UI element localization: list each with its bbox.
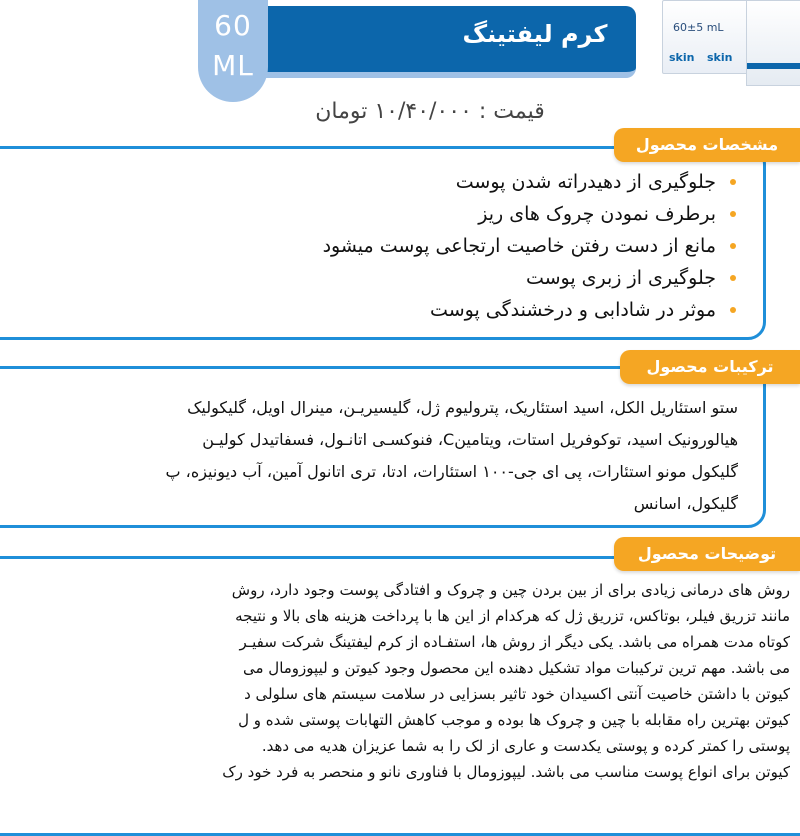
product-tube-brand: skin [707,51,733,64]
features-tab: مشخصات محصول [614,128,800,162]
bullet-dot-icon [730,179,736,185]
price-label: قیمت : ۱۰/۴۰/۰۰۰ تومان [315,99,545,124]
feature-text: جلوگیری از دهیدراته شدن پوست [455,171,716,193]
list-item [176,294,736,326]
ingredients-line: ستو استئاریل الکل، اسید استئاریک، پترولیوم ژل، گلیسیریـن، مینرال اویل، گلیکولیک [187,398,738,417]
product-image [662,0,800,86]
list-item [176,166,736,198]
description-line: می باشد. مهم ترین ترکیبات مواد تشکیل دهنده این محصول وجود کیوتن و لیپوزومال می [243,659,790,677]
description-line: کیوتن با داشتن خاصیت آنتی اکسیدان خود تاثیر بسزایی در سلامت سیستم های سلولی د [244,685,790,703]
ingredients-text [0,392,738,520]
product-box-front [662,0,750,74]
description-line: کیوتن برای انواع پوست مناسب می باشد. لیپوزومال با فناوری نانو و منحصر به فرد خود رک [222,763,790,781]
product-box-side [746,0,800,86]
features-list [176,166,736,326]
feature-text: مانع از دست رفتن خاصیت ارتجاعی پوست میشود [322,235,716,257]
description-line: روش های درمانی زیادی برای از بین بردن چین و چروک و افتادگی پوست وجود دارد، روش [231,581,790,599]
product-box-brand: skin [669,51,695,64]
ingredients-line: گلیکول، اسانس [633,494,738,513]
list-item [176,198,736,230]
size-badge [198,0,268,102]
ingredients-tab: ترکیبات محصول [620,350,800,384]
bullet-dot-icon [730,275,736,281]
description-line: کوتاه مدت همراه می باشد. یکی دیگر از روش ها، استفـاده از کرم لیفتینگ شرکت سفیـر [239,633,790,651]
ingredients-line: گلیکول مونو استئارات، پی ای جی-۱۰۰ استئارات، ادتا، تری اتانول آمین، آب دیونیزه، پ [165,462,738,481]
product-title: کرم لیفتینگ [462,20,608,48]
description-line: کیوتن بهترین راه مقابله با چین و چروک ها بوده و موجب کاهش التهابات پوستی شده و ل [238,711,790,729]
bullet-dot-icon [730,307,736,313]
ingredients-line: هیالورونیک اسید، توکوفریل استات، ویتامینC، فنوکسـی اتانـول، فسفاتیدل کولیـن [202,430,738,449]
feature-text: جلوگیری از زبری پوست [525,267,716,289]
description-tab: توضیحات محصول [614,537,800,571]
feature-text: موثر در شادابی و درخشندگی پوست [430,299,716,321]
list-item [176,230,736,262]
product-box-stripe [747,63,800,69]
description-line: مانند تزریق فیلر، بوتاکس، تزریق ژل که هرکدام از این ها با پرداخت هزینه های بالا و نتیجه [235,607,790,625]
size-unit: ML [212,49,254,82]
bullet-dot-icon [730,211,736,217]
product-box-volume: 60±5 mL [673,21,724,34]
description-text [0,577,790,785]
feature-text: برطرف نمودن چروک های ریز [478,203,716,225]
size-number: 60 [214,9,252,42]
bullet-dot-icon [730,243,736,249]
list-item [176,262,736,294]
description-line: پوستی را کمتر کرده و پوستی یکدست و عاری از لک را به شما عزیزان هدیه می دهد. [261,737,790,755]
